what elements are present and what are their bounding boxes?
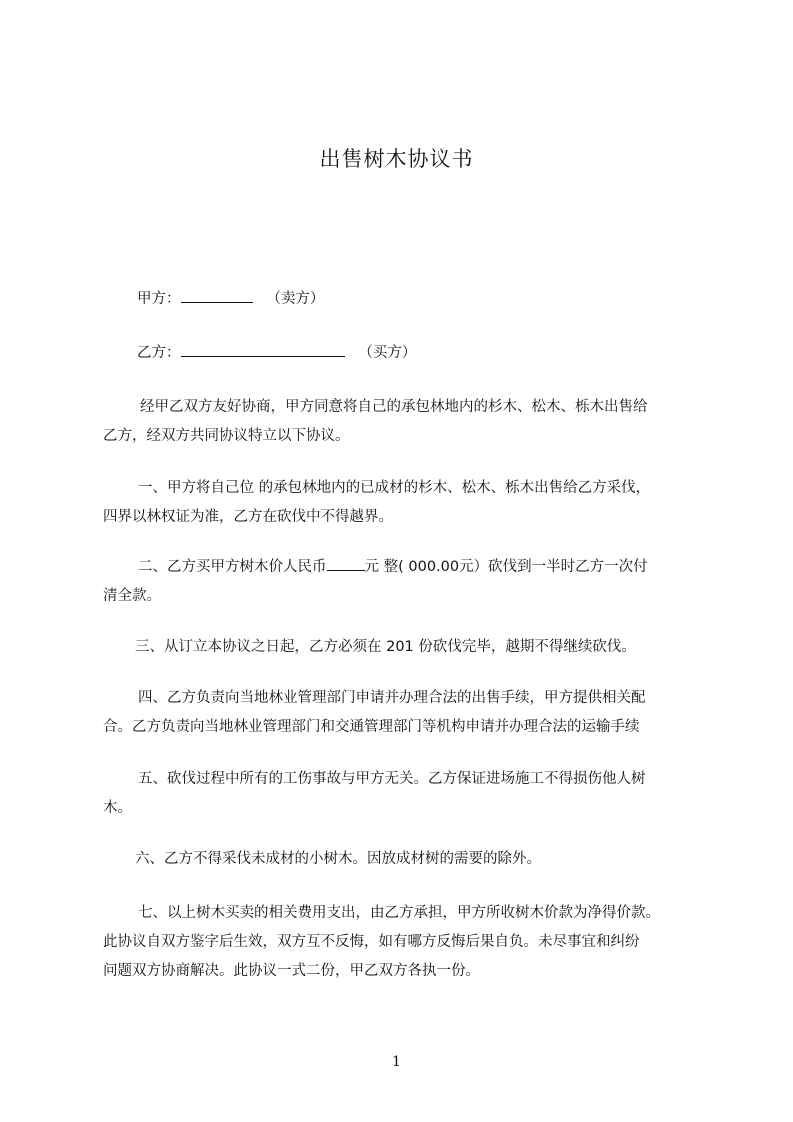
document-title: 出售树木协议书 [319, 147, 474, 171]
clause-3-line-1: 三、从订立本协议之日起，乙方必须在 201 份砍伐完毕，越期不得继续砍伐。 [135, 639, 636, 655]
party-a-blank[interactable] [181, 287, 253, 303]
party-b-blank[interactable] [181, 341, 345, 357]
clause-7 [103, 899, 703, 986]
party-a-label: 甲方： [137, 291, 181, 307]
party-a-role: （卖方） [266, 291, 325, 307]
intro-paragraph [103, 393, 703, 451]
page-number: 1 [392, 1054, 401, 1070]
party-b-label: 乙方： [137, 345, 181, 361]
clause-4-line-2: 合。乙方负责向当地林业管理部门和交通管理部门等机构申请并办理合法的运输手续 [103, 719, 640, 735]
clause-6-line-1: 六、乙方不得采伐未成材的小树木。因放成材树的需要的除外。 [135, 851, 541, 867]
clause-2 [103, 553, 703, 611]
price-blank[interactable] [327, 555, 365, 571]
clause-2-text-b: 元 整( 000.00元）砍伐到一半时乙方一次付 [364, 559, 648, 575]
clause-2-line-1 [103, 553, 703, 582]
clause-5 [103, 765, 703, 823]
intro-line-1: 经甲乙双方友好协商，甲方同意将自己的承包林地内的杉木、松木、栎木出售给 [140, 399, 648, 415]
clause-7-line-2: 此协议自双方鉴字后生效，双方互不反悔，如有哪方反悔后果自负。未尽事宜和纠纷 [103, 934, 640, 950]
party-a-line [137, 285, 324, 314]
clause-3 [103, 633, 703, 662]
clause-7-line-3: 问题双方协商解决。此协议一式二份，甲乙双方各执一份。 [103, 963, 480, 979]
clause-2-line-2: 清全款。 [103, 588, 161, 604]
party-b-role: （买方） [358, 345, 417, 361]
party-b-line [137, 339, 416, 368]
clause-4-line-1: 四、乙方负责向当地林业管理部门申请并办理合法的出售手续，甲方提供相关配 [138, 690, 646, 706]
intro-line-2: 乙方，经双方共同协议特立以下协议。 [103, 428, 350, 444]
clause-1-line-1: 一、甲方将自己位 的承包林地内的已成材的杉木、松木、栎木出售给乙方采伐， [138, 480, 651, 496]
clause-1 [103, 474, 703, 532]
clause-5-line-1: 五、砍伐过程中所有的工伤事故与甲方无关。乙方保证进场施工不得损伤他人树 [138, 771, 646, 787]
clause-2-text-a: 二、乙方买甲方树木价人民币 [138, 559, 327, 575]
clause-4 [103, 684, 703, 742]
clause-7-line-1: 七、以上树木买卖的相关费用支出，由乙方承担，甲方所收树木价款为净得价款。 [138, 905, 660, 921]
clause-6 [103, 845, 703, 874]
clause-5-line-2: 木。 [103, 800, 132, 816]
clause-1-line-2: 四界以林权证为准，乙方在砍伐中不得越界。 [103, 509, 393, 525]
